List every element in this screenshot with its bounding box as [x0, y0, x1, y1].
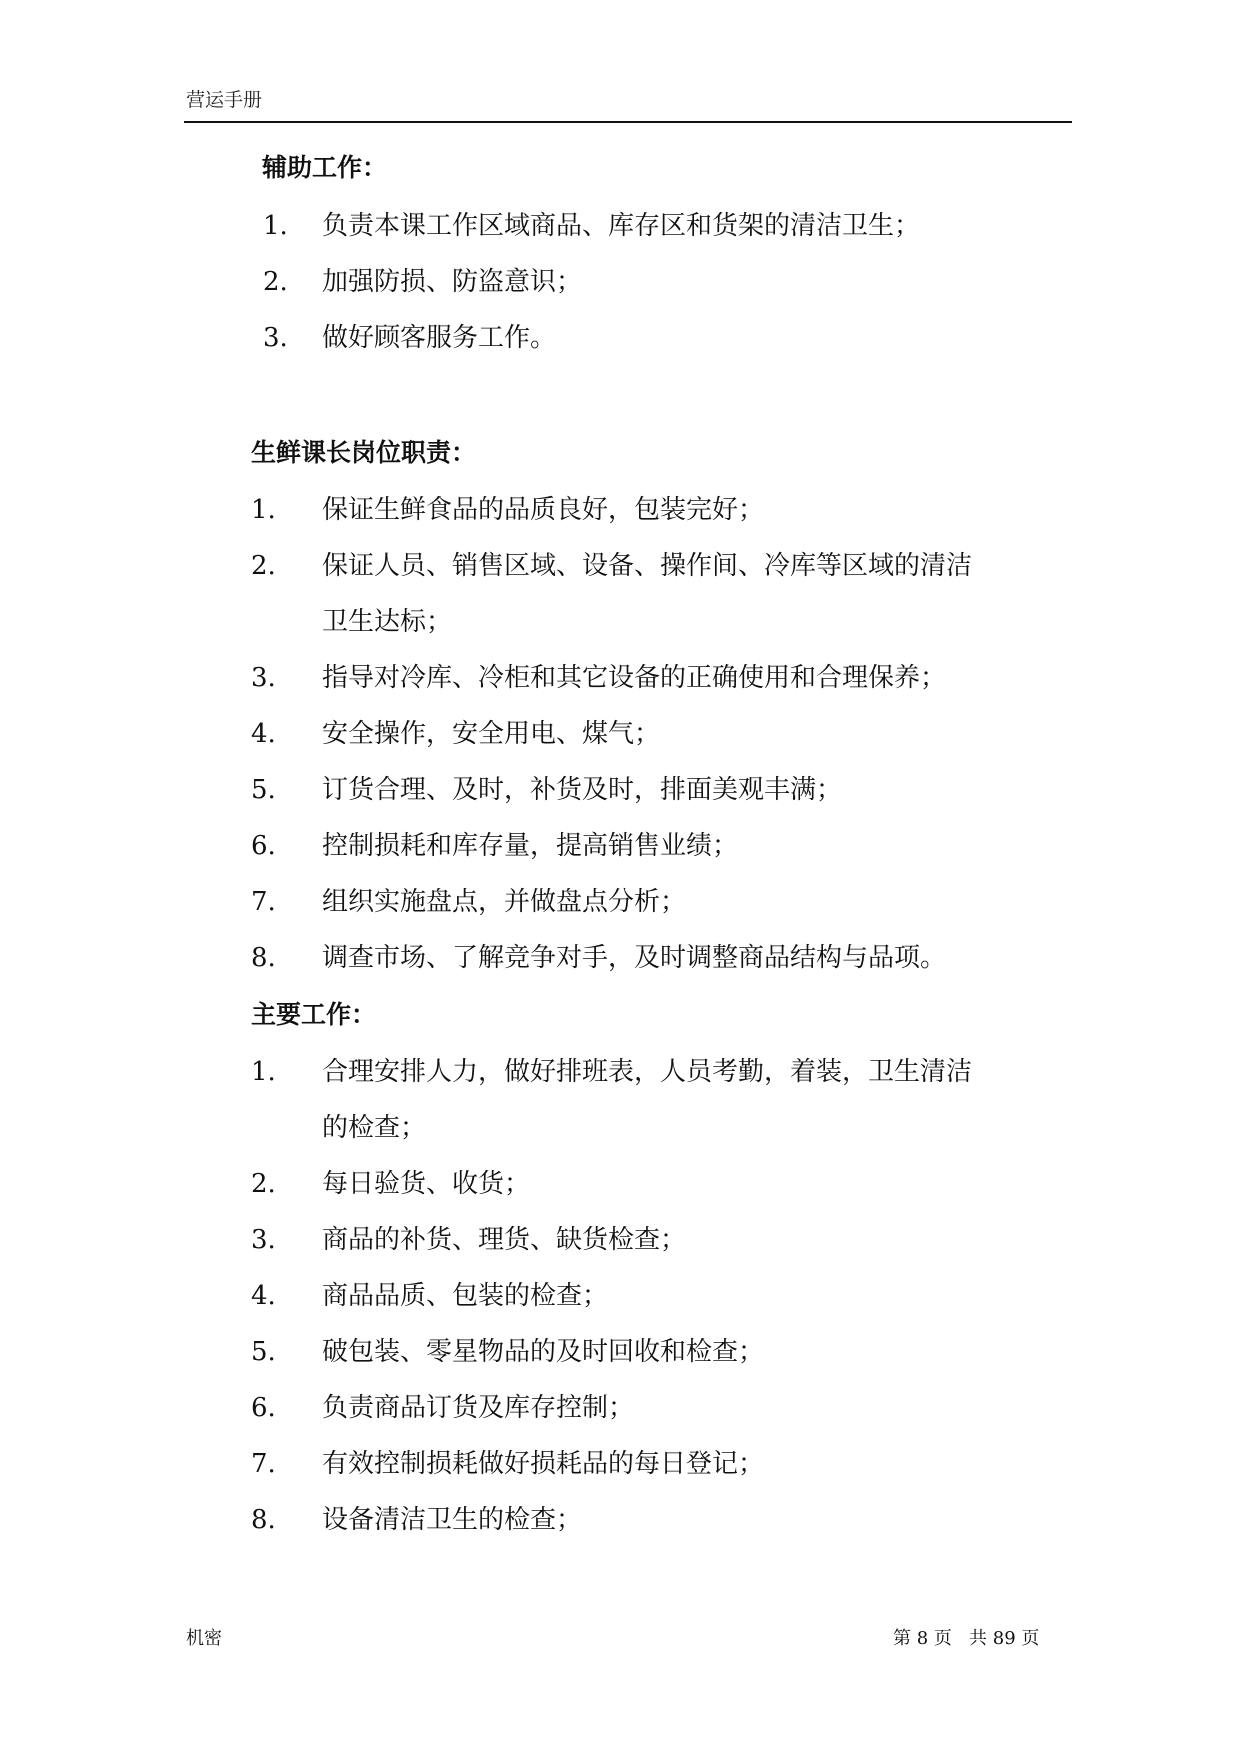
item-text: 做好顾客服务工作。 — [322, 323, 557, 353]
item-text: 组织实施盘点，并做盘点分析； — [322, 887, 687, 917]
item-number: 1. — [263, 211, 288, 241]
item-number: 4. — [251, 1281, 276, 1311]
item-text: 合理安排人力，做好排班表，人员考勤，着装，卫生清洁 — [322, 1057, 973, 1087]
item-number: 2. — [251, 551, 276, 581]
item-text-continued: 卫生达标； — [322, 607, 453, 637]
footer-confidential: 机密 — [186, 1628, 222, 1649]
item-text: 设备清洁卫生的检查； — [322, 1505, 583, 1535]
item-text: 有效控制损耗做好损耗品的每日登记； — [322, 1449, 765, 1479]
item-text-continued: 的检查； — [322, 1113, 427, 1143]
section-heading-main: 主要工作： — [251, 1000, 377, 1029]
item-text: 调查市场、了解竞争对手，及时调整商品结构与品项。 — [322, 943, 947, 973]
item-number: 2. — [263, 267, 288, 297]
item-number: 5. — [251, 1337, 276, 1367]
item-text: 破包装、零星物品的及时回收和检查； — [322, 1337, 765, 1367]
footer-page-number: 第 8 页 共 89 页 — [893, 1628, 1040, 1649]
header-title: 营运手册 — [186, 89, 263, 111]
item-text: 商品的补货、理货、缺货检查； — [322, 1225, 687, 1255]
item-number: 8. — [251, 1505, 276, 1535]
item-number: 7. — [251, 887, 276, 917]
item-text: 负责商品订货及库存控制； — [322, 1393, 635, 1423]
header-divider — [184, 121, 1072, 123]
list-item — [0, 1056, 1241, 1146]
section-heading-fresh: 生鲜课长岗位职责： — [251, 438, 477, 467]
item-text: 订货合理、及时，补货及时，排面美观丰满； — [322, 775, 843, 805]
item-number: 6. — [251, 1393, 276, 1423]
item-text: 保证生鲜食品的品质良好，包装完好； — [322, 495, 765, 525]
section-heading-aux: 辅助工作： — [262, 153, 388, 182]
item-text: 加强防损、防盗意识； — [322, 267, 583, 297]
item-number: 1. — [251, 495, 276, 525]
item-text: 保证人员、销售区域、设备、操作间、冷库等区域的清洁 — [322, 551, 973, 581]
item-number: 3. — [251, 1225, 276, 1255]
item-text: 负责本课工作区域商品、库存区和货架的清洁卫生； — [322, 211, 921, 241]
item-number: 7. — [251, 1449, 276, 1479]
item-number: 8. — [251, 943, 276, 973]
item-number: 1. — [251, 1057, 276, 1087]
item-number: 4. — [251, 719, 276, 749]
item-number: 3. — [251, 663, 276, 693]
item-text: 每日验货、收货； — [322, 1169, 531, 1199]
item-number: 2. — [251, 1169, 276, 1199]
item-text: 商品品质、包装的检查； — [322, 1281, 609, 1311]
item-number: 5. — [251, 775, 276, 805]
item-number: 6. — [251, 831, 276, 861]
item-text: 安全操作，安全用电、煤气； — [322, 719, 661, 749]
list-item — [0, 550, 1241, 640]
item-text: 控制损耗和库存量，提高销售业绩； — [322, 831, 739, 861]
item-number: 3. — [263, 323, 288, 353]
item-text: 指导对冷库、冷柜和其它设备的正确使用和合理保养； — [322, 663, 947, 693]
